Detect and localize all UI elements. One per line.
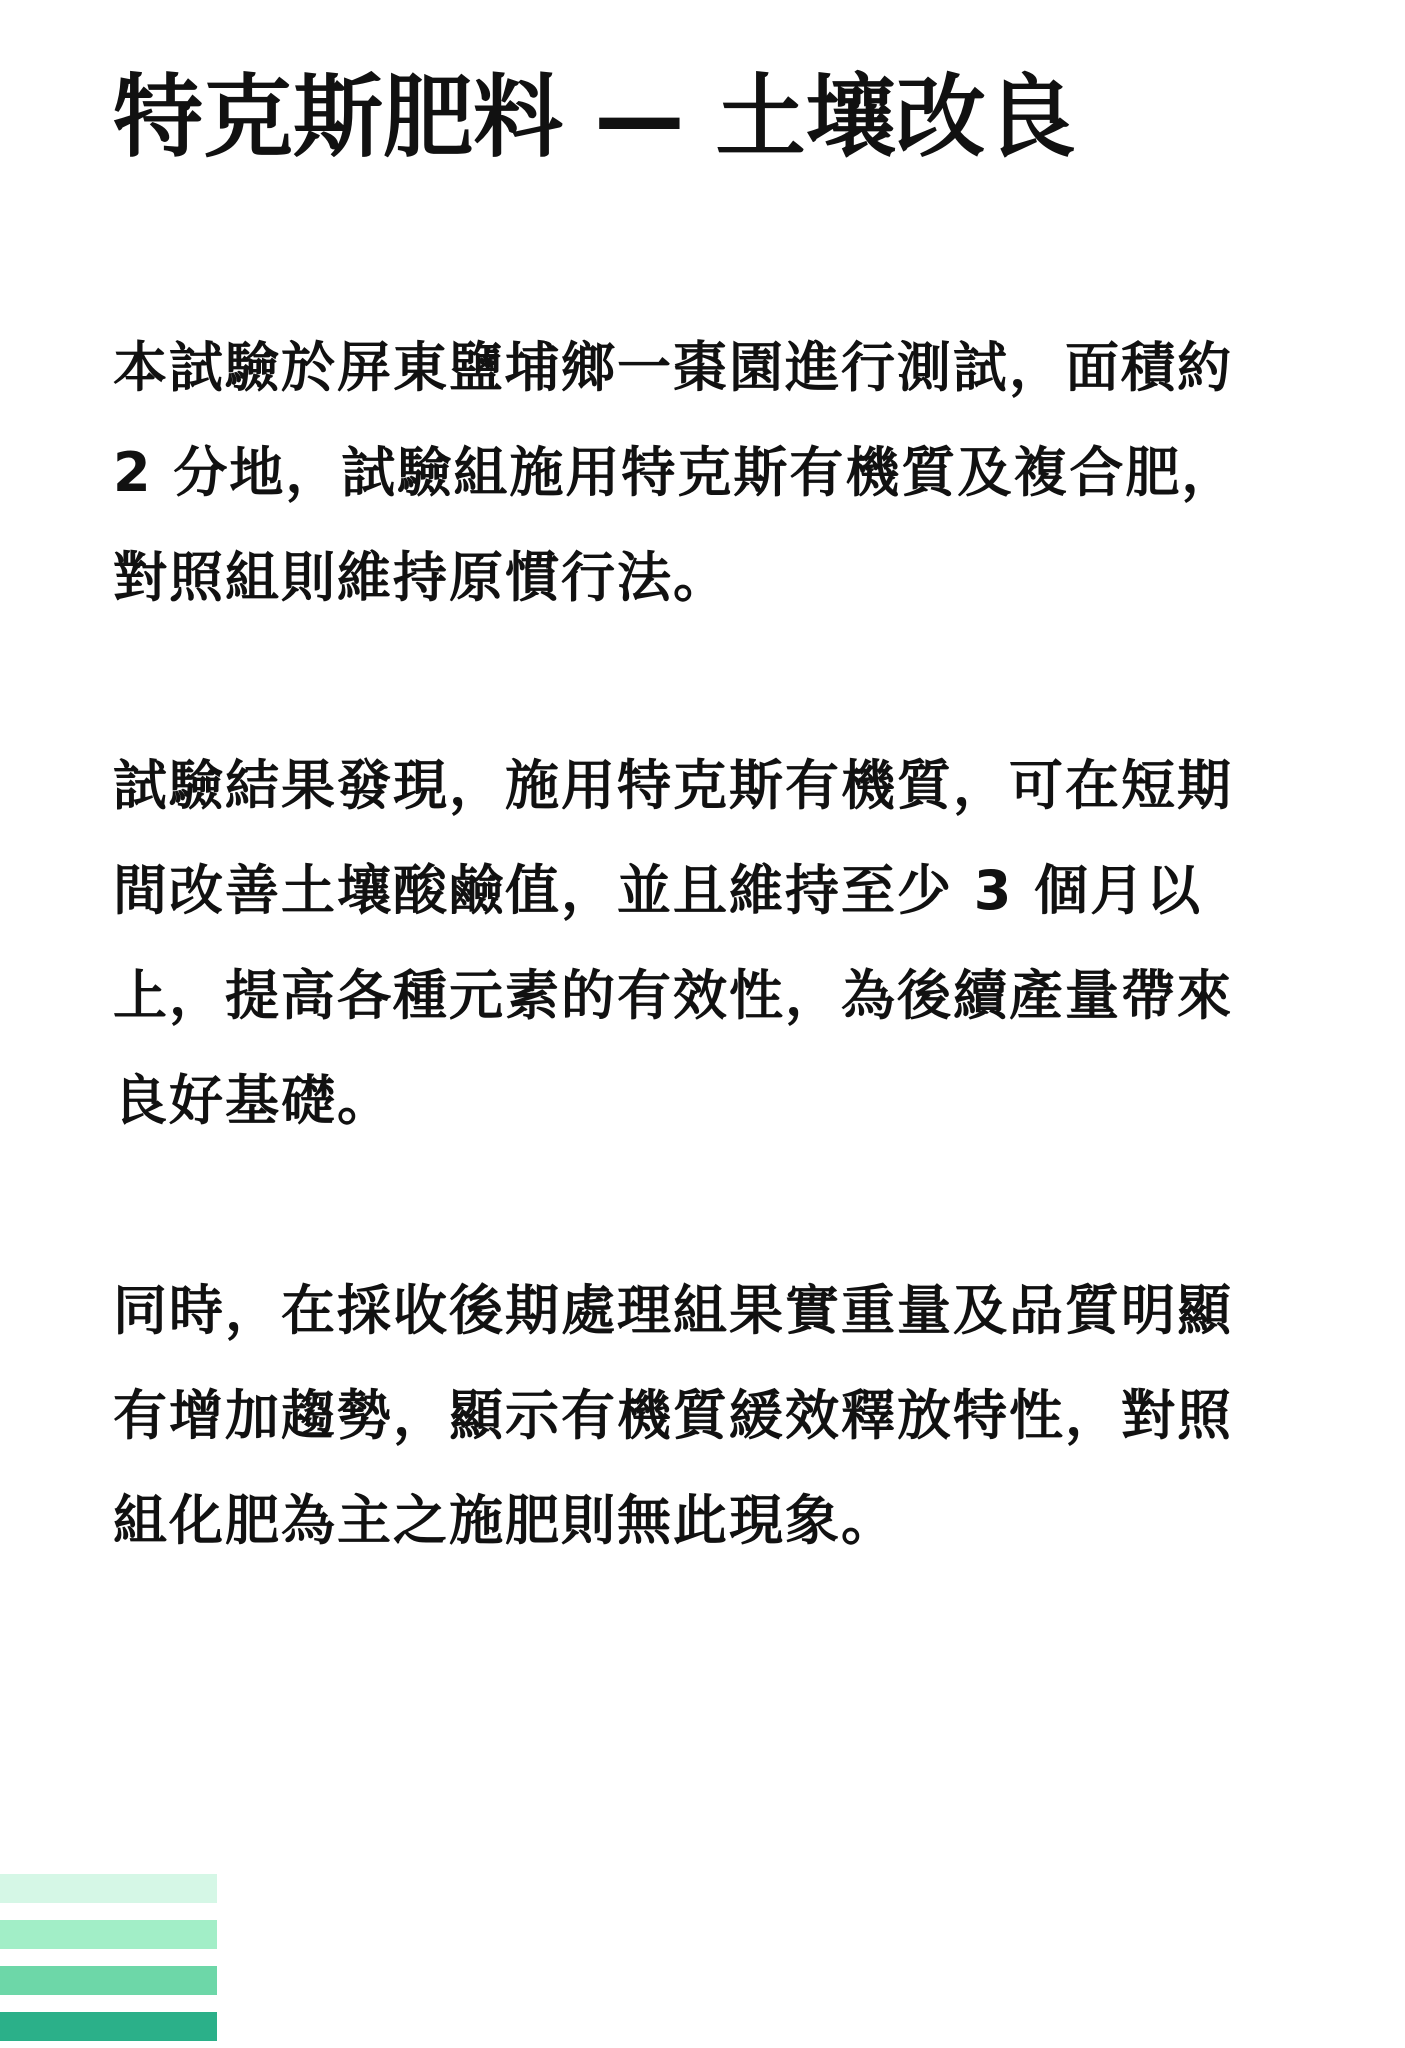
decorative-stripe <box>0 1920 217 1949</box>
paragraph-harvest-observation: 同時，在採收後期處理組果實重量及品質明顯有增加趨勢，顯示有機質緩效釋放特性，對照組化肥為主之施肥則無此現象。 <box>113 1279 1233 1552</box>
decorative-stripe <box>0 2012 217 2041</box>
paragraph-trial-setup: 本試驗於屏東鹽埔鄉一棗園進行測試，面積約 2 分地，試驗組施用特克斯有機質及複合肥，對照組則維持原慣行法。 <box>113 336 1238 609</box>
paragraph-trial-results: 試驗結果發現，施用特克斯有機質，可在短期間改善土壤酸鹼值，並且維持至少 3 個月以上，提高各種元素的有效性，為後續產量帶來良好基礎。 <box>113 754 1233 1132</box>
decorative-stripe <box>0 1966 217 1995</box>
page-title: 特克斯肥料 — 土壤改良 <box>113 65 1076 170</box>
decorative-stripe <box>0 1874 217 1903</box>
